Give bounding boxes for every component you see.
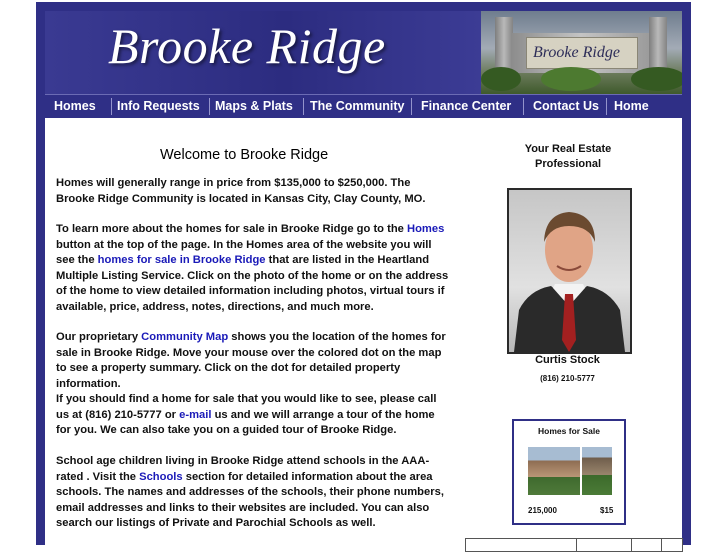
photo-shrub [481, 67, 521, 91]
header-banner [45, 11, 482, 94]
home-thumbnail[interactable] [528, 447, 580, 495]
agent-phone: (816) 210-5777 [540, 374, 595, 383]
entrance-photo [481, 11, 682, 94]
nav-contact-us[interactable]: Contact Us [533, 99, 599, 113]
homes-for-sale-widget[interactable] [512, 419, 626, 525]
intro-text: Homes will generally range in price from $135,000 to $250,000. The Brooke Ridge Community is located in Kansas City, Clay County, MO. [56, 177, 426, 205]
photo-shrub [631, 67, 682, 91]
email-link[interactable]: e-mail [179, 408, 212, 421]
schools-text: School age children living in Brooke Ridge attend schools in the AAA-rated . Visit the [56, 455, 430, 483]
home-price: 215,000 [528, 506, 557, 515]
community-map-link[interactable]: Community Map [141, 331, 229, 343]
agent-portrait-graphic [509, 190, 630, 352]
tour-text: us and we will arrange a tour of the home for you. We can also take you on a guided tour of Brooke Ridge. [56, 408, 435, 436]
community-map-text: shows you the location of the homes for sale in Brooke Ridge. Move your mouse over the colored dot on the map to see a property summary. Click on the dot for detailed property information. [56, 331, 446, 390]
nav-separator [606, 98, 607, 115]
nav-info-requests[interactable]: Info Requests [117, 99, 200, 113]
home-thumbnail[interactable] [582, 447, 612, 495]
sidebar-title: Your Real Estate Professional [524, 143, 612, 170]
nav-homes[interactable]: Homes [54, 99, 96, 113]
table-cell-divider [631, 539, 632, 551]
schools-text: section for detailed information about the area schools. The names and addresses of the schools, their phone numbers, email addresses and links to their websites are included. You can also search our listings of Private and Parochial Schools as well. [56, 470, 444, 529]
schools-paragraph [56, 454, 451, 532]
table-cell-divider [661, 539, 662, 551]
table-cell-divider [576, 539, 577, 551]
nav-finance-center[interactable]: Finance Center [421, 99, 512, 113]
nav-separator [209, 98, 210, 115]
nav-separator [523, 98, 524, 115]
tour-paragraph [56, 392, 451, 439]
homes-for-sale-title: Homes for Sale [538, 426, 600, 436]
nav-separator [111, 98, 112, 115]
entrance-sign-text: Brooke Ridge [533, 44, 620, 61]
homes-for-sale-link[interactable]: homes for sale in Brooke Ridge [97, 254, 266, 266]
home-price: $15 [600, 506, 614, 515]
intro-paragraph [56, 176, 451, 207]
photo-shrub [541, 67, 601, 91]
nav-the-community[interactable]: The Community [310, 99, 405, 113]
homes-paragraph [56, 222, 451, 315]
nav-maps-plats[interactable]: Maps & Plats [215, 99, 293, 113]
site-title: Brooke Ridge [108, 18, 386, 74]
agent-photo [507, 188, 632, 354]
entrance-sign [526, 37, 638, 69]
tour-text: If you should find a home for sale that you would like to see, please call us at (816) 210-5777 or [56, 393, 437, 421]
homes-link[interactable]: Homes [407, 223, 445, 235]
homes-text: button at the top of the page. In the Homes area of the website you will see the [56, 238, 432, 266]
nav-home[interactable]: Home [614, 99, 649, 113]
community-map-paragraph [56, 330, 451, 392]
agent-name: Curtis Stock [535, 354, 600, 366]
community-map-text: Our proprietary [56, 331, 142, 343]
schools-link[interactable]: Schools [139, 470, 183, 483]
nav-separator [411, 98, 412, 115]
homes-text: To learn more about the homes for sale in Brooke Ridge go to the [56, 223, 407, 235]
listing-table-edge [465, 538, 683, 552]
homes-text: that are listed in the Heartland Multiple Listing Service. Click on the photo of the home or on the address of the home to view detailed information including photos, virtual tours if available, price, address, notes, directions, and much more. [56, 254, 449, 313]
main-nav [45, 94, 682, 119]
nav-separator [303, 98, 304, 115]
page-heading: Welcome to Brooke Ridge [160, 147, 329, 163]
